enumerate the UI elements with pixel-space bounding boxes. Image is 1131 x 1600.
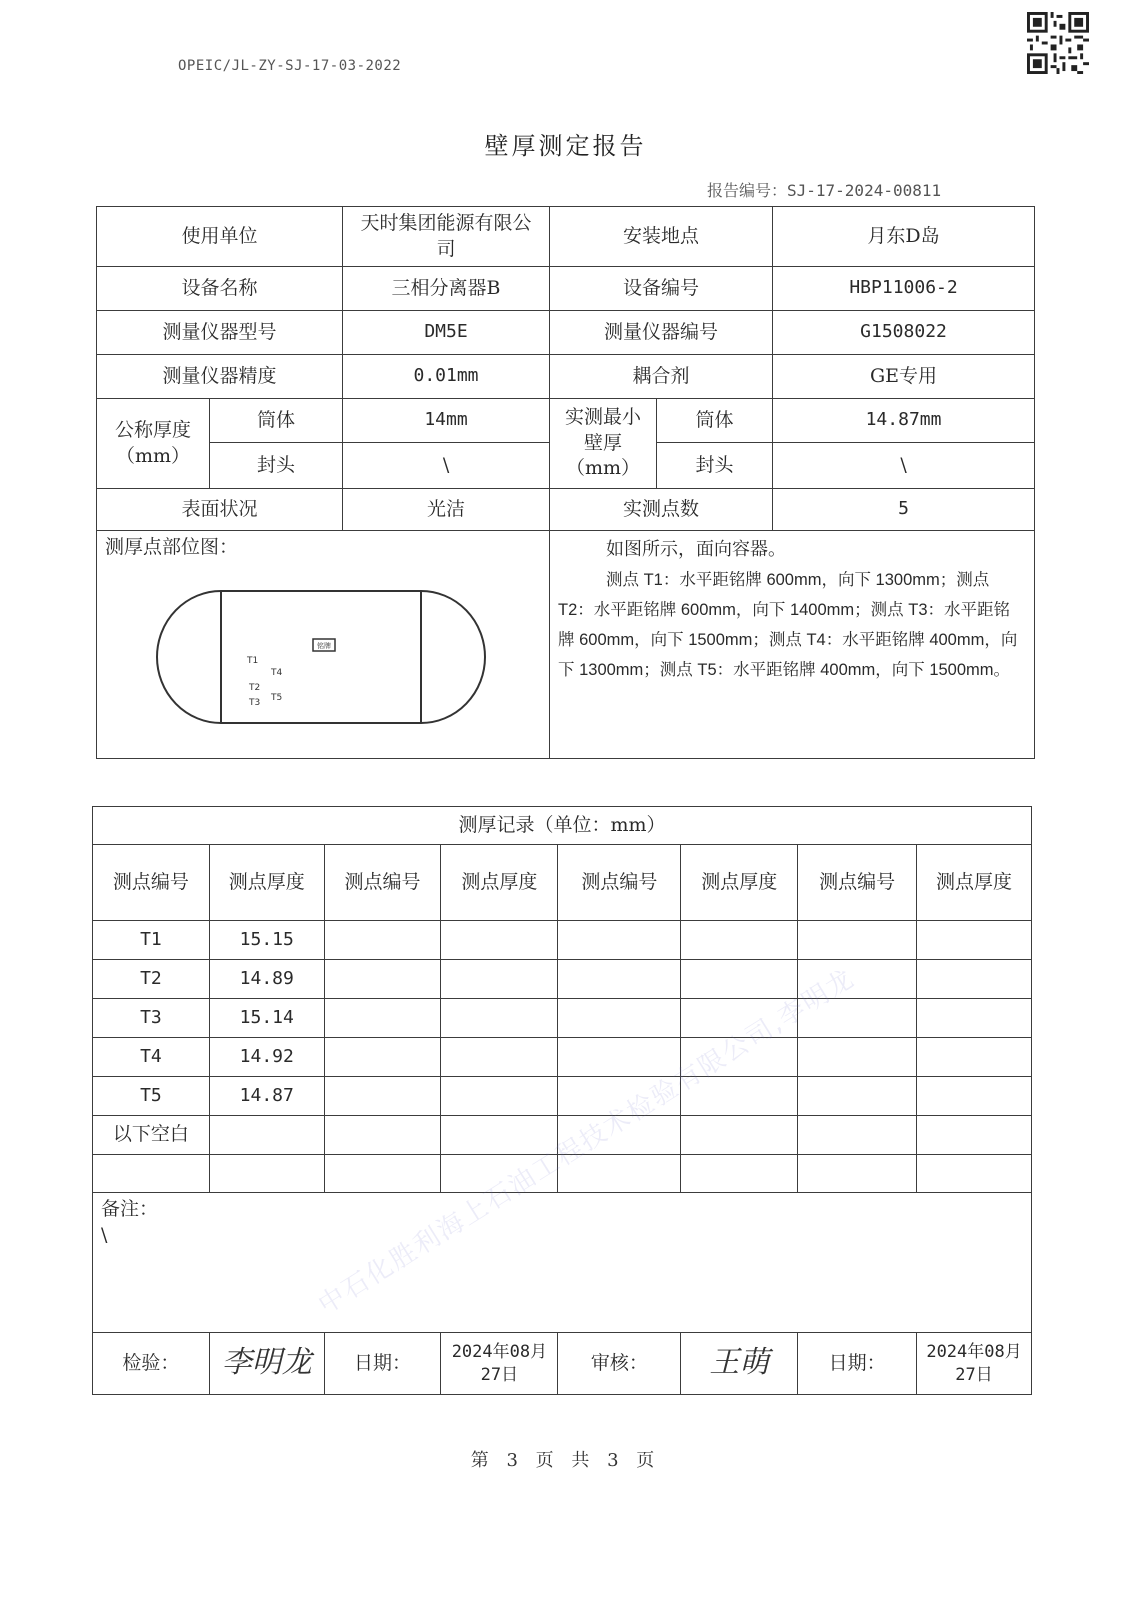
inspect-date-label: 日期： — [324, 1333, 441, 1395]
surface-label: 表面状况 — [97, 489, 343, 531]
nameplate-marker — [313, 639, 335, 651]
unit-label: 使用单位 — [97, 207, 343, 267]
min-shell-label: 筒体 — [657, 399, 773, 443]
point-label-t1: T1 — [247, 656, 259, 666]
document-id: OPEIC/JL-ZY-SJ-17-03-2022 — [178, 58, 402, 74]
col-header-point: 测点编号 — [798, 845, 917, 921]
table-row: 以下空白 — [93, 1116, 1032, 1155]
table-row: T1 15.15 — [93, 921, 1032, 960]
min-head-label: 封头 — [657, 443, 773, 489]
inst-no-value: G1508022 — [773, 311, 1035, 355]
location-value: 月东D岛 — [773, 207, 1035, 267]
report-number: 报告编号：SJ-17-2024-00811 — [707, 181, 942, 200]
equip-name-value: 三相分离器B — [343, 267, 550, 311]
couplant-label: 耦合剂 — [550, 355, 773, 399]
record-title: 测厚记录（单位：mm） — [93, 807, 1032, 845]
min-head-value: \ — [773, 443, 1035, 489]
svg-text:铭牌: 铭牌 — [317, 642, 331, 650]
unit-value: 天时集团能源有限公司 — [343, 207, 550, 267]
min-thickness-label: 实测最小壁厚 （mm） — [550, 399, 657, 489]
col-header-thickness: 测点厚度 — [441, 845, 558, 921]
point-label-t3: T3 — [249, 698, 261, 708]
col-header-thickness: 测点厚度 — [209, 845, 324, 921]
diagram-cell — [97, 531, 550, 759]
col-header-point: 测点编号 — [324, 845, 441, 921]
watermark: 中石化胜利海上石油工程技术检验有限公司,李明龙 — [313, 963, 861, 1321]
review-date-label: 日期： — [798, 1333, 917, 1395]
inspect-label: 检验： — [93, 1333, 210, 1395]
table-row: T2 14.89 — [93, 960, 1032, 999]
equip-no-value: HBP11006-2 — [773, 267, 1035, 311]
equip-name-label: 设备名称 — [97, 267, 343, 311]
point-label-t2: T2 — [249, 683, 261, 693]
table-row: T5 14.87 — [93, 1077, 1032, 1116]
remarks-value: \ — [101, 1223, 108, 1246]
reviewer-signature: 王萌 — [681, 1333, 798, 1395]
col-header-thickness: 测点厚度 — [681, 845, 798, 921]
min-shell-value: 14.87mm — [773, 399, 1035, 443]
point-label-t4: T4 — [271, 668, 283, 678]
nominal-thickness-label: 公称厚度 （mm） — [97, 399, 210, 489]
location-label: 安装地点 — [550, 207, 773, 267]
equip-no-label: 设备编号 — [550, 267, 773, 311]
surface-value: 光洁 — [343, 489, 550, 531]
remarks-label: 备注： — [101, 1198, 159, 1220]
diagram-label: 测厚点部位图： — [105, 536, 239, 558]
inspect-date: 2024年08月27日 — [441, 1333, 558, 1395]
inst-model-label: 测量仪器型号 — [97, 311, 343, 355]
inspector-signature: 李明龙 — [209, 1333, 324, 1395]
point-label-t5: T5 — [271, 693, 283, 703]
table-row: T3 15.14 — [93, 999, 1032, 1038]
review-label: 审核： — [558, 1333, 681, 1395]
equipment-info-table — [96, 206, 1035, 759]
review-date: 2024年08月27日 — [917, 1333, 1032, 1395]
remarks-cell — [93, 1193, 1032, 1333]
nominal-shell-label: 筒体 — [210, 399, 343, 443]
points-count-value: 5 — [773, 489, 1035, 531]
points-count-label: 实测点数 — [550, 489, 773, 531]
qr-code-icon — [1027, 12, 1089, 74]
col-header-point: 测点编号 — [558, 845, 681, 921]
precision-label: 测量仪器精度 — [97, 355, 343, 399]
report-title: 壁厚测定报告 — [484, 132, 647, 160]
thickness-record-table — [92, 806, 1032, 1395]
description-intro: 如图所示，面向容器。 — [606, 539, 787, 560]
table-row: T4 14.92 — [93, 1038, 1032, 1077]
vessel-diagram — [153, 581, 489, 731]
location-description — [550, 531, 1035, 759]
page-number: 第 3 页 共 3 页 — [470, 1450, 661, 1471]
nominal-shell-value: 14mm — [343, 399, 550, 443]
inst-model-value: DM5E — [343, 311, 550, 355]
col-header-point: 测点编号 — [93, 845, 210, 921]
description-points: 测点 T1：水平距铭牌 600mm，向下 1300mm；测点 T2：水平距铭牌 600mm，向下 1400mm；测点 T3：水平距铭牌 600mm，向下 1500mm；测点 T4：水平距铭牌 400mm，向下 1300mm；测点 T5：水平距铭牌 400mm，向下 1500mm。 — [558, 571, 1018, 679]
nominal-head-label: 封头 — [210, 443, 343, 489]
col-header-thickness: 测点厚度 — [917, 845, 1032, 921]
precision-value: 0.01mm — [343, 355, 550, 399]
couplant-value: GE专用 — [773, 355, 1035, 399]
inst-no-label: 测量仪器编号 — [550, 311, 773, 355]
nominal-head-value: \ — [343, 443, 550, 489]
